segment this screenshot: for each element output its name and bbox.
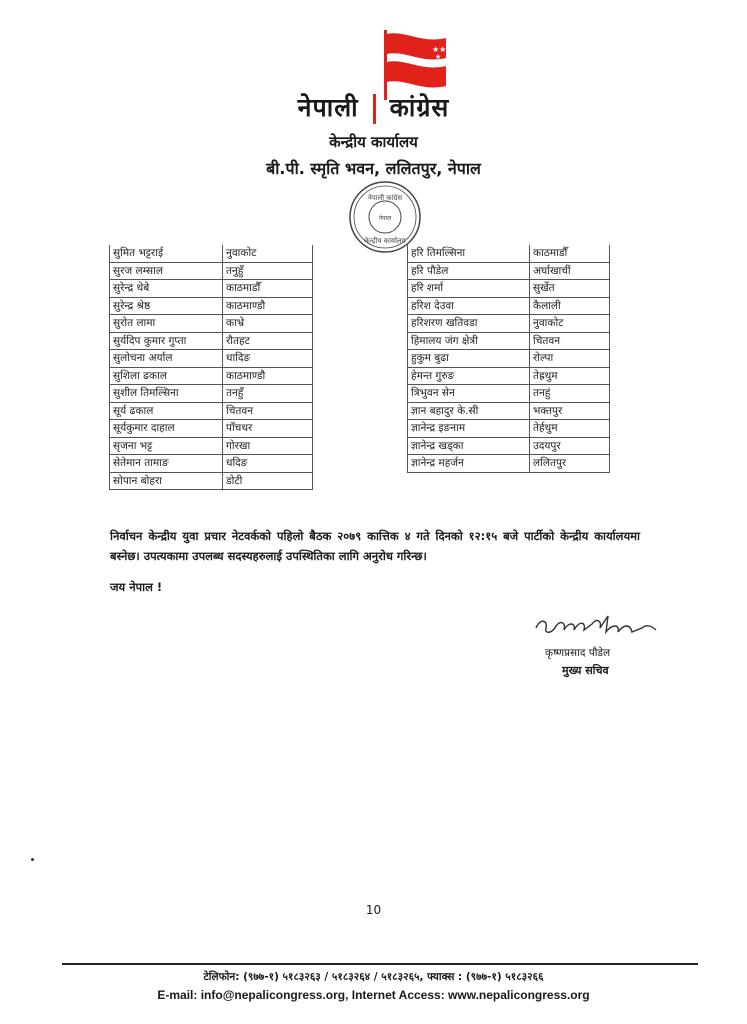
member-name: त्रिभुवन सेन: [408, 385, 530, 403]
member-name: ज्ञानेन्द्र खड्का: [408, 437, 530, 455]
table-row: [408, 367, 610, 385]
table-row: [110, 297, 313, 315]
members-table-left: [109, 245, 313, 490]
closing-salutation: जय नेपाल !: [110, 580, 163, 594]
member-name: हरि पौडेल: [408, 262, 530, 280]
table-row: [110, 315, 313, 333]
seal-outer-text: नेपाली कांग्रेस: [367, 194, 403, 202]
member-name: हरि शर्मा: [408, 280, 530, 298]
member-name: सुरोत लामा: [110, 315, 223, 333]
table-row: [408, 332, 610, 350]
table-row: [110, 350, 313, 368]
party-name: [0, 90, 747, 124]
member-name: ज्ञान बहादुर के.सी: [408, 402, 530, 420]
member-district: नुवाकोट: [530, 315, 610, 333]
member-district: चितवन: [530, 332, 610, 350]
office-seal-stamp: [340, 180, 430, 255]
member-district: काठमाण्डौ: [223, 297, 313, 315]
member-district: अर्घाखाचीं: [530, 262, 610, 280]
member-district: रोल्पा: [530, 350, 610, 368]
member-name: हिमालय जंग क्षेत्री: [408, 332, 530, 350]
svg-text:★: ★: [435, 53, 442, 61]
member-district: तेर्हथुम: [530, 420, 610, 438]
member-district: काभ्रे: [223, 315, 313, 333]
table-row: [408, 297, 610, 315]
member-district: रौतहट: [223, 332, 313, 350]
member-name: सूर्य ढकाल: [110, 402, 223, 420]
members-table-right: [407, 245, 610, 473]
footer-email-website: E-mail: info@nepalicongress.org, Internet Access: www.nepalicongress.org: [157, 988, 590, 1002]
member-name: सुर्यदिप कुमार गुप्ता: [110, 332, 223, 350]
member-district: तेह्रथुम: [530, 367, 610, 385]
member-district: डोटी: [223, 472, 313, 490]
table-row: [110, 472, 313, 490]
footer-divider: [62, 963, 698, 965]
table-row: [110, 455, 313, 473]
member-district: धादिङ: [223, 350, 313, 368]
member-name: सुरज लम्साल: [110, 262, 223, 280]
member-name: सुमित भट्टराई: [110, 245, 223, 262]
table-row: [408, 402, 610, 420]
member-district: सुर्खेत: [530, 280, 610, 298]
party-name-right: कांग्रेस: [389, 93, 450, 122]
signer-name: कृष्णप्रसाद पौडेल: [545, 647, 611, 659]
table-row: [408, 280, 610, 298]
scan-speck: [31, 858, 34, 861]
office-name: केन्द्रीय कार्यालय: [329, 133, 418, 151]
table-row: [408, 455, 610, 473]
member-district: तनुहुँ: [223, 262, 313, 280]
seal-inner-text: नेपाल: [378, 215, 392, 222]
table-row: [110, 367, 313, 385]
table-row: [110, 332, 313, 350]
handwritten-signature: [532, 610, 662, 640]
table-row: [110, 245, 313, 262]
member-district: काठमाडौँ: [530, 245, 610, 262]
signer-title: मुख्य सचिव: [562, 664, 609, 677]
member-district: तनहुँ: [223, 385, 313, 403]
member-name: सुशिला ढकाल: [110, 367, 223, 385]
member-district: नुवाकोट: [223, 245, 313, 262]
member-name: ज्ञानेन्द्र महर्जन: [408, 455, 530, 473]
table-row: [110, 420, 313, 438]
table-row: [110, 280, 313, 298]
svg-text:★★: ★★: [432, 45, 447, 54]
table-row: [408, 315, 610, 333]
member-district: उदयपुर: [530, 437, 610, 455]
member-name: सुलोचना अर्याल: [110, 350, 223, 368]
member-district: काठमाडौँ: [223, 280, 313, 298]
table-row: [408, 420, 610, 438]
table-row: [110, 385, 313, 403]
member-name: हेमन्त गुरुङ: [408, 367, 530, 385]
flag-pole-divider: [373, 94, 376, 124]
member-name: हरिशरण खतिवडा: [408, 315, 530, 333]
member-name: हरि तिमल्सिना: [408, 245, 530, 262]
table-row: [408, 437, 610, 455]
member-district: कैलाली: [530, 297, 610, 315]
member-district: भक्तपुर: [530, 402, 610, 420]
member-name: सेतेमान तामाङ: [110, 455, 223, 473]
member-district: गोरखा: [223, 437, 313, 455]
table-row: [110, 402, 313, 420]
member-district: ललितपुर: [530, 455, 610, 473]
member-name: सूर्यकुमार दाहाल: [110, 420, 223, 438]
member-name: सृजना भट्ट: [110, 437, 223, 455]
member-name: सुशील तिमल्सिना: [110, 385, 223, 403]
page-number: 10: [365, 903, 382, 917]
member-name: हुकुम बुढा: [408, 350, 530, 368]
party-name-left: नेपाली: [297, 93, 359, 122]
table-row: [408, 350, 610, 368]
table-row: [408, 245, 610, 262]
table-row: [408, 385, 610, 403]
member-name: सुरेन्द्र थेबे: [110, 280, 223, 298]
member-district: चितवन: [223, 402, 313, 420]
member-name: सुरेन्द्र श्रेष्ठ: [110, 297, 223, 315]
member-district: काठमाण्डौ: [223, 367, 313, 385]
table-row: [110, 437, 313, 455]
member-name: सोपान बोहरा: [110, 472, 223, 490]
seal-bottom-text: केन्द्रीय कार्यालय: [364, 237, 406, 245]
member-district: पाँचथर: [223, 420, 313, 438]
footer-phone-fax: टेलिफोन: (९७७-१) ५१८३२६३ / ५१८३२६४ / ५१८३२६५, फ्याक्स : (९७७-१) ५१८३२६६: [203, 971, 544, 983]
meeting-notice-paragraph: निर्वाचन केन्द्रीय युवा प्रचार नेटवर्कको पहिलो बैठक २०७९ कात्तिक ४ गते दिनको १२:१५ बजे पार्टीको केन्द्रीय कार्यालयमा बस्नेछ। उपत्यकामा उपलब्ध सदस्यहरुलाई उपस्थितिका लागि अनुरोध गरिन्छ।: [110, 529, 640, 563]
member-district: तनहुं: [530, 385, 610, 403]
table-row: [408, 262, 610, 280]
member-name: हरिश देउवा: [408, 297, 530, 315]
member-name: ज्ञानेन्द्र इङनाम: [408, 420, 530, 438]
office-address: बी.पी. स्मृति भवन, ललितपुर, नेपाल: [266, 159, 481, 178]
member-district: धदिङ: [223, 455, 313, 473]
table-row: [110, 262, 313, 280]
